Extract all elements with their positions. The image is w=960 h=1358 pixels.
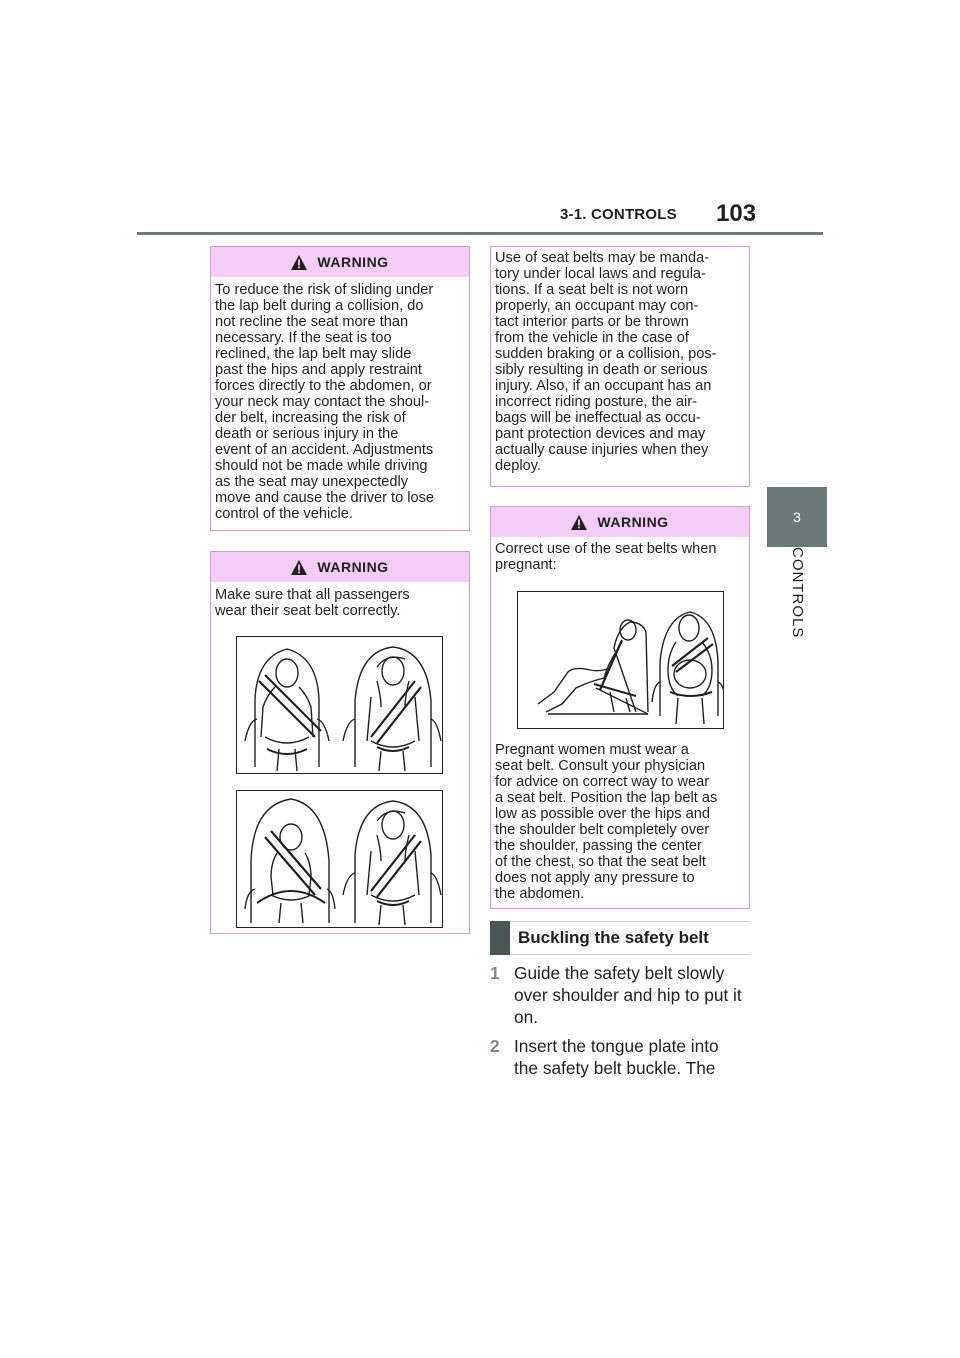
text-line: forces directly to the abdomen, or [215, 378, 432, 394]
warning-heading: WARNING [317, 254, 389, 270]
text-line: low as possible over the hips and [495, 806, 710, 822]
step-item [490, 962, 758, 1028]
text-line: pant protection devices and may [495, 426, 706, 442]
warning-body [491, 247, 749, 474]
warning-body [491, 738, 749, 902]
text-line: properly, an occupant may con- [495, 298, 699, 314]
text-line: as the seat may unexpectedly [215, 474, 409, 490]
chapter-tab [767, 487, 827, 547]
text-line: past the hips and apply restraint [215, 362, 422, 378]
section-heading-bar [490, 921, 510, 955]
step-text [514, 1035, 754, 1079]
text-line: Correct use of the seat belts when [495, 541, 717, 557]
text-line: tions. If a seat belt is not worn [495, 282, 689, 298]
text-line: bags will be ineffectual as occu- [495, 410, 701, 426]
section-title: 3-1. CONTROLS [560, 206, 677, 223]
text-line: sibly resulting in death or serious [495, 362, 708, 378]
text-line: Pregnant women must wear a [495, 742, 689, 758]
seatbelt-adults-illustration [236, 636, 443, 774]
text-line: injury. Also, if an occupant has an [495, 378, 712, 394]
text-line: event of an accident. Adjustments [215, 442, 434, 458]
text-line: incorrect riding posture, the air- [495, 394, 697, 410]
section-heading-text: Buckling the safety belt [510, 921, 750, 955]
chapter-number: 3 [793, 509, 801, 525]
text-line: of the chest, so that the seat belt [495, 854, 706, 870]
text-line: Use of seat belts may be manda- [495, 250, 710, 266]
text-line: control of the vehicle. [215, 506, 353, 522]
warning-intro [491, 537, 749, 573]
warning-header [491, 507, 749, 537]
text-line: the lap belt during a collision, do [215, 298, 424, 314]
header-rule [137, 232, 823, 235]
seated-passengers-drawing [237, 637, 442, 773]
text-line: seat belt. Consult your physician [495, 758, 706, 774]
text-line: Insert the tongue plate into [514, 1036, 719, 1056]
seatbelt-law-box [490, 246, 750, 487]
text-line: on. [514, 1007, 539, 1027]
section-heading [490, 921, 750, 955]
text-line: tact interior parts or be thrown [495, 314, 689, 330]
warning-box-passengers [210, 551, 470, 934]
text-line: should not be made while driving [215, 458, 428, 474]
page-number: 103 [716, 200, 757, 227]
seatbelt-child-illustration [236, 790, 443, 928]
text-line: To reduce the risk of sliding under [215, 282, 434, 298]
text-line: a seat belt. Position the lap belt as [495, 790, 718, 806]
text-line: over shoulder and hip to put it [514, 985, 742, 1005]
text-line: does not apply any pressure to [495, 870, 695, 886]
text-line: deploy. [495, 458, 541, 474]
text-line: sudden braking or a collision, pos- [495, 346, 717, 362]
text-line: tory under local laws and regula- [495, 266, 706, 282]
step-number: 1 [490, 963, 500, 983]
warning-box-recline [210, 246, 470, 531]
pregnant-seatbelt-illustration [517, 591, 724, 729]
chapter-label: CONTROLS [789, 547, 806, 639]
text-line: the shoulder belt completely over [495, 822, 710, 838]
warning-heading: WARNING [317, 559, 389, 575]
text-line: pregnant: [495, 557, 557, 573]
warning-triangle-icon [291, 560, 307, 575]
text-line: not recline the seat more than [215, 314, 409, 330]
warning-body [211, 582, 469, 619]
warning-header [211, 247, 469, 277]
step-text [514, 962, 754, 1028]
warning-triangle-icon [291, 255, 307, 270]
text-line: your neck may contact the shoul- [215, 394, 430, 410]
text-line: Guide the safety belt slowly [514, 963, 725, 983]
text-line: the safety belt buckle. The [514, 1058, 716, 1078]
text-line: Make sure that all passengers [215, 587, 410, 603]
seated-child-drawing [237, 791, 442, 927]
text-line: the shoulder, passing the center [495, 838, 702, 854]
text-line: the abdomen. [495, 886, 585, 902]
text-line: wear their seat belt correctly. [215, 603, 401, 619]
warning-body [211, 277, 469, 522]
text-line: der belt, increasing the risk of [215, 410, 406, 426]
step-number: 2 [490, 1036, 500, 1056]
warning-header [211, 552, 469, 582]
text-line: move and cause the driver to lose [215, 490, 435, 506]
warning-triangle-icon [571, 515, 587, 530]
chapter-label-container [767, 547, 827, 662]
text-line: for advice on correct way to wear [495, 774, 710, 790]
warning-heading: WARNING [597, 514, 669, 530]
text-line: death or serious injury in the [215, 426, 399, 442]
warning-box-pregnant [490, 506, 750, 909]
text-line: from the vehicle in the case of [495, 330, 689, 346]
step-item [490, 1035, 758, 1079]
text-line: reclined, the lap belt may slide [215, 346, 412, 362]
pregnant-occupant-drawing [518, 592, 723, 728]
text-line: actually cause injuries when they [495, 442, 709, 458]
text-line: necessary. If the seat is too [215, 330, 392, 346]
